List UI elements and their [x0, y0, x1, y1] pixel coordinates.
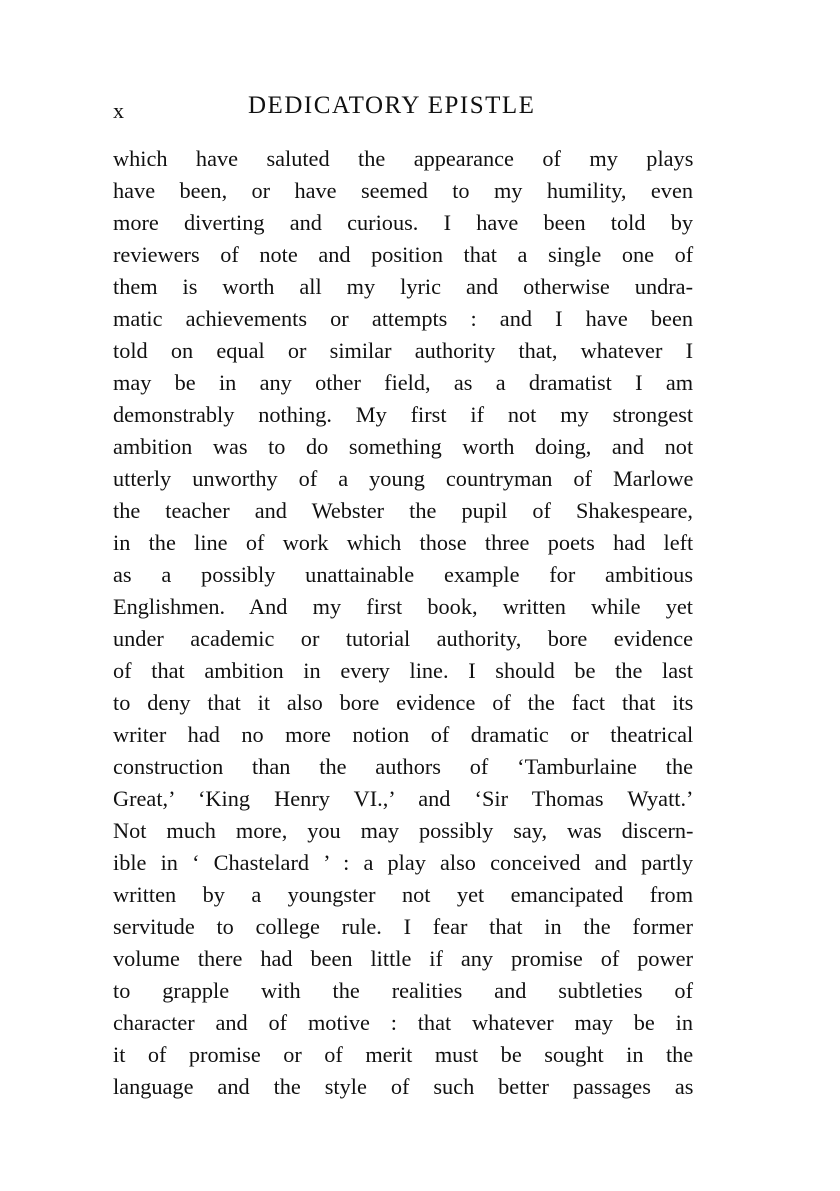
text-line: written by a youngster not yet emancipated from — [113, 882, 694, 907]
text-line: them is worth all my lyric and otherwise undra- — [113, 274, 693, 299]
text-line: under academic or tutorial authority, bore evidence — [113, 626, 693, 651]
text-line: to deny that it also bore evidence of the fact that its — [113, 690, 694, 715]
text-line: utterly unworthy of a young countryman of Marlowe — [113, 466, 694, 491]
text-line: Great,’ ‘King Henry VI.,’ and ‘Sir Thomas Wyatt.’ — [113, 786, 694, 811]
text-line: ambition was to do something worth doing, and not — [113, 434, 694, 459]
text-line: have been, or have seemed to my humility, even — [113, 178, 693, 203]
text-line: Not much more, you may possibly say, was discern- — [113, 818, 694, 843]
text-line: character and of motive : that whatever may be in — [113, 1010, 693, 1035]
text-line: demonstrably nothing. My first if not my strongest — [113, 402, 694, 427]
running-head — [113, 92, 693, 128]
text-line: of that ambition in every line. I should be the last — [113, 658, 694, 683]
text-line: which have saluted the appearance of my plays — [113, 146, 694, 171]
text-line: construction than the authors of ‘Tamburlaine the — [113, 754, 693, 779]
text-line: may be in any other field, as a dramatist I am — [113, 370, 694, 395]
text-line: to grapple with the realities and subtleties of — [113, 978, 693, 1003]
text-line: reviewers of note and position that a single one of — [113, 242, 694, 267]
text-line: volume there had been little if any promise of power — [113, 946, 693, 971]
text-line: told on equal or similar authority that, whatever I — [113, 338, 694, 363]
text-line: ible in ‘ Chastelard ’ : a play also conceived and partly — [113, 850, 693, 875]
text-line: Englishmen. And my first book, written while yet — [113, 594, 693, 619]
text-line: matic achievements or attempts : and I have been — [113, 306, 693, 331]
text-line: writer had no more notion of dramatic or theatrical — [113, 722, 694, 747]
text-line: language and the style of such better passages as — [113, 1074, 694, 1099]
text-line: as a possibly unattainable example for ambitious — [113, 562, 693, 587]
text-line: servitude to college rule. I fear that in the former — [113, 914, 693, 939]
text-line: in the line of work which those three poets had left — [113, 530, 694, 555]
text-line: the teacher and Webster the pupil of Shakespeare, — [113, 498, 693, 523]
page-number: x — [113, 98, 125, 123]
chapter-title: DEDICATORY EPISTLE — [248, 92, 536, 119]
text-line: more diverting and curious. I have been told by — [113, 210, 693, 235]
body-text — [113, 143, 693, 1103]
text-line: it of promise or of merit must be sought in the — [113, 1042, 694, 1067]
